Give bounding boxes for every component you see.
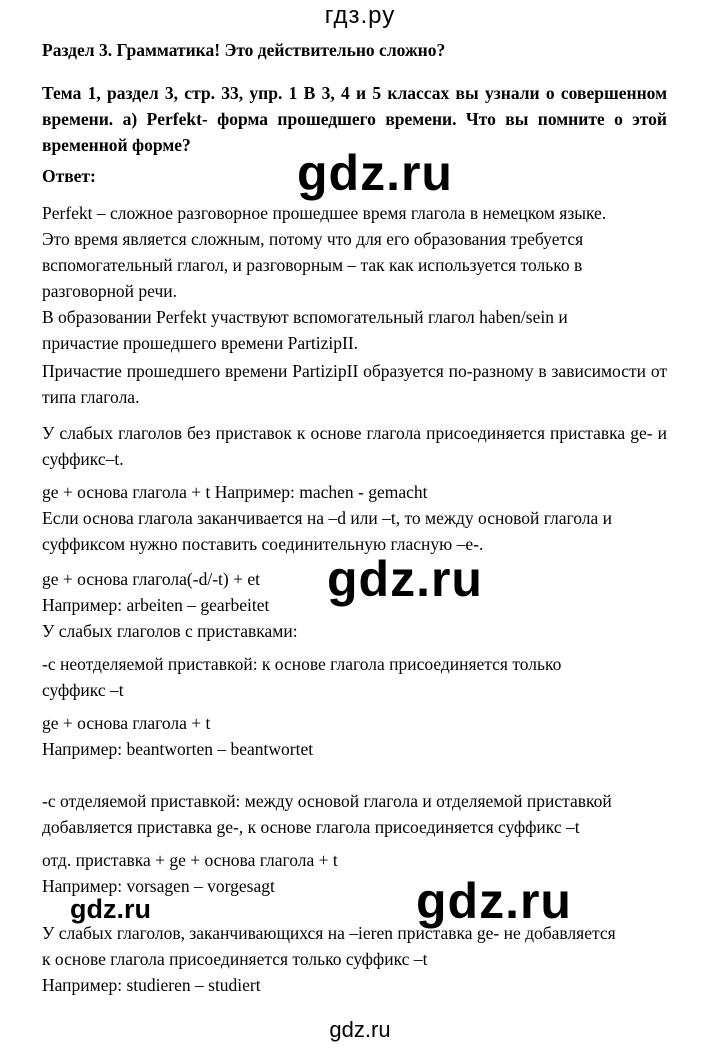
section-title: Раздел 3. Грамматика! Это действительно сложно? <box>42 40 446 60</box>
paragraph-et-rule <box>42 566 667 644</box>
text-line: В образовании Perfekt участвуют вспомогательный глагол haben/sein и <box>42 307 568 327</box>
paragraph-weak-verbs: У слабых глаголов без приставок к основе глагола присоединяется приставка ge- и суффикс–t. <box>42 423 667 469</box>
paragraph-formation <box>42 304 667 356</box>
text-line: ge + основа глагола + t <box>42 713 211 733</box>
watermark-bottom: gdz.ru <box>329 1017 391 1042</box>
text-line: Например: vorsagen – vorgesagt <box>42 876 275 896</box>
paragraph-ge-t-rule <box>42 479 667 557</box>
paragraph-partizip: Причастие прошедшего времени PartizipII образуется по-разному в зависимости от типа глагола. <box>42 361 667 407</box>
paragraph-inseparable-example <box>42 710 667 762</box>
watermark-gdz-3: gdz.ru <box>416 873 572 929</box>
text-line: вспомогательный глагол, и разговорным – так как используется только в <box>42 255 583 275</box>
text-line: У слабых глаголов, заканчивающихся на –ieren приставка ge- не добавляется <box>42 923 616 943</box>
text-line: суффикс –t <box>42 680 124 700</box>
paragraph-inseparable-prefix <box>42 651 667 703</box>
answer-label: Ответ: <box>42 166 96 186</box>
paragraph-separable-prefix <box>42 788 667 840</box>
task-text: Тема 1, раздел 3, стр. 33, упр. 1 В 3, 4 и 5 классах вы узнали о совершенном времени. а) Perfekt- форма прошедшего времени. Что вы помните о этой временной форме? <box>42 83 667 155</box>
text-line: Например: studieren – studiert <box>42 975 261 995</box>
text-line: Это время является сложным, потому что для его образования требуется <box>42 229 584 249</box>
text-line: ge + основа глагола + t Например: machen - gemacht <box>42 482 428 502</box>
text-line: Например: beantworten – beantwortet <box>42 739 314 759</box>
text-line: разговорной речи. <box>42 281 178 301</box>
text-line: отд. приставка + ge + основа глагола + t <box>42 850 338 870</box>
watermark-gdz-small: gdz.ru <box>70 894 151 924</box>
watermark-top: гдз.ру <box>324 2 396 29</box>
text-line: У слабых глаголов с приставками: <box>42 621 298 641</box>
text-line: причастие прошедшего времени PartizipII. <box>42 333 359 353</box>
text-line: к основе глагола присоединяется только суффикс –t <box>42 949 428 969</box>
text-line: ge + основа глагола(-d/-t) + et <box>42 569 260 589</box>
text-line: -с отделяемой приставкой: между основой глагола и отделяемой приставкой <box>42 791 612 811</box>
watermark-gdz-2: gdz.ru <box>327 551 483 607</box>
text-line: суффиксом нужно поставить соединительную гласную –e-. <box>42 534 484 554</box>
text-line: -с неотделяемой приставкой: к основе глагола присоединяется только <box>42 654 562 674</box>
text-line: Например: arbeiten – gearbeitet <box>42 595 270 615</box>
text-line: добавляется приставка ge-, к основе глагола присоединяется суффикс –t <box>42 817 580 837</box>
text-line: Perfekt – сложное разговорное прошедшее время глагола в немецком языке. <box>42 203 607 223</box>
paragraph-ieren-verbs <box>42 920 667 998</box>
watermark-gdz-1: gdz.ru <box>297 145 453 201</box>
paragraph-perfekt-definition <box>42 200 667 304</box>
paragraph-separable-example <box>42 847 667 899</box>
text-line: Если основа глагола заканчивается на –d или –t, то между основой глагола и <box>42 508 613 528</box>
